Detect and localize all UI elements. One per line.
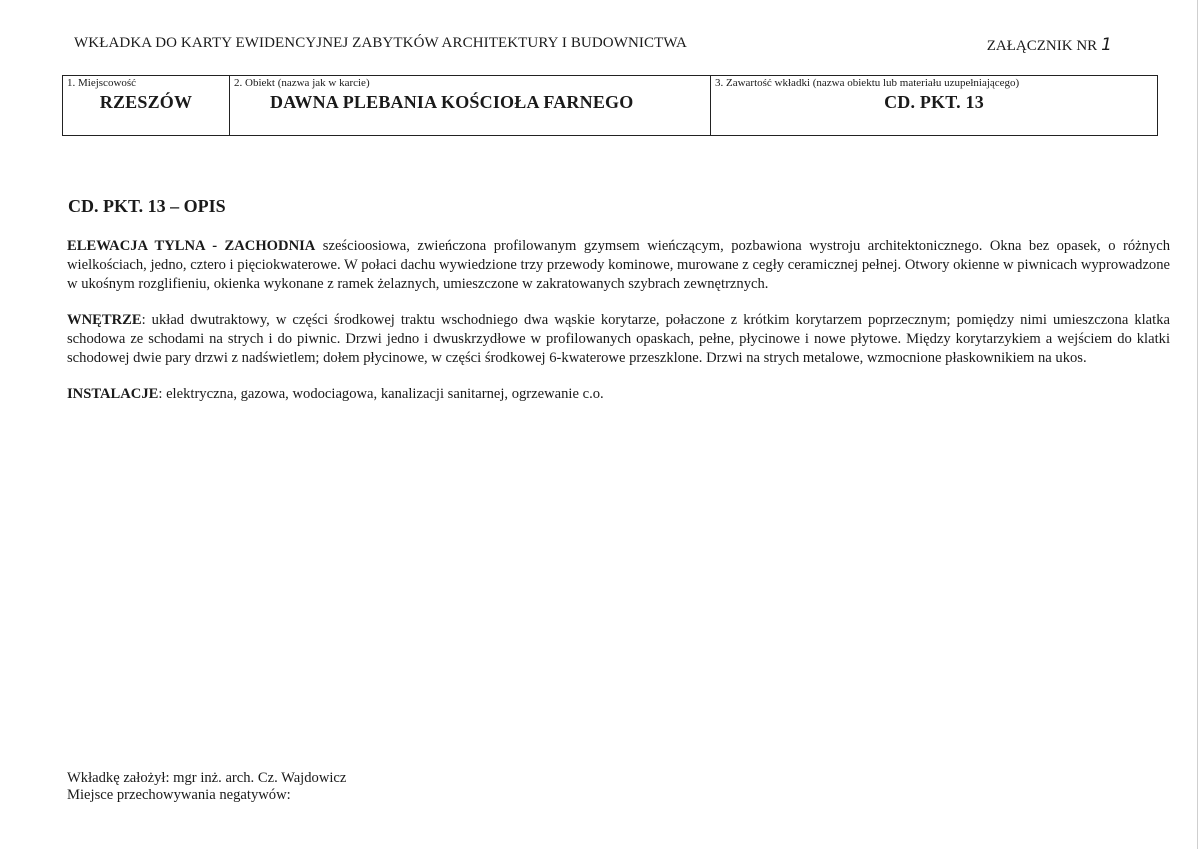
paragraph-interior: [67, 311, 1170, 368]
document-header-title: WKŁADKA DO KARTY EWIDENCYJNEJ ZABYTKÓW ARCHITEKTURY I BUDOWNICTWA: [74, 35, 687, 51]
section-title: CD. PKT. 13 – OPIS: [68, 196, 226, 216]
info-table: [62, 75, 1158, 136]
annex-number: 1: [1101, 35, 1112, 55]
locality-value: RZESZÓW: [99, 92, 193, 112]
paragraph-lead: ELEWACJA TYLNA - ZACHODNIA: [67, 238, 316, 254]
paragraph-text: : układ dwutraktowy, w części środkowej traktu wschodniego dwa wąskie korytarze, połaczone z krótkim korytarzem poprzecznym; pomiędzy nimi umieszczona klatka schodowa ze schodami na strych i do piwnic. Drzwi jedno i dwuskrzydłowe w profilowanych opaskach, pełne, płycinowe i nowe płytowe. Między korytarzykiem a wejściem do klatki schodowej dwie pary drzwi z nadświetlem; dołem płycinowe, w części środkowej 6-kwaterowe przeszklone. Drzwi na strych metalowe, wzmocnione płaskownikiem na ukos.: [67, 312, 1170, 366]
locality-cell: [63, 76, 230, 135]
annex-label: ZAŁĄCZNIK NR: [986, 38, 1098, 54]
object-cell: [230, 76, 711, 135]
object-label: 2. Obiekt (nazwa jak w karcie): [234, 77, 370, 89]
locality-label: 1. Miejscowość: [67, 77, 137, 89]
paragraph-rear-elevation: [67, 237, 1170, 294]
insert-content-label: 3. Zawartość wkładki (nazwa obiektu lub materiału uzupełniającego): [715, 77, 1020, 89]
paragraph-lead: WNĘTRZE: [67, 312, 142, 328]
paragraph-lead: INSTALACJE: [67, 386, 159, 402]
negatives-storage-line: Miejsce przechowywania negatywów:: [67, 787, 291, 803]
paragraph-text: : elektryczna, gazowa, wodociagowa, kanalizacji sanitarnej, ogrzewanie c.o.: [158, 386, 604, 402]
paragraph-installations: [67, 385, 1170, 404]
insert-content-value: CD. PKT. 13: [884, 92, 984, 112]
object-value: DAWNA PLEBANIA KOŚCIOŁA FARNEGO: [270, 92, 634, 112]
insert-content-cell: [711, 76, 1157, 135]
description-body: [67, 237, 1170, 421]
annex-header: [987, 35, 1112, 55]
document-footer: [67, 770, 346, 804]
author-line: Wkładkę założył: mgr inż. arch. Cz. Wajdowicz: [67, 770, 347, 786]
paragraph-text: sześcioosiowa, zwieńczona profilowanym gzymsem wieńczącym, pozbawiona wystroju architektonicznego. Okna bez opasek, o różnych wielkościach, jedno, cztero i pięciokwaterowe. W połaci dachu wywiedzione trzy przewody kominowe, murowane z cegły ceramicznej pełnej. Otwory okienne w piwnicach wyprowadzone w ukośnym rozglifieniu, okienka wykonane z ramek żelaznych, umieszczone w zakratowanych szybrach zewnętrznych.: [67, 238, 1171, 292]
